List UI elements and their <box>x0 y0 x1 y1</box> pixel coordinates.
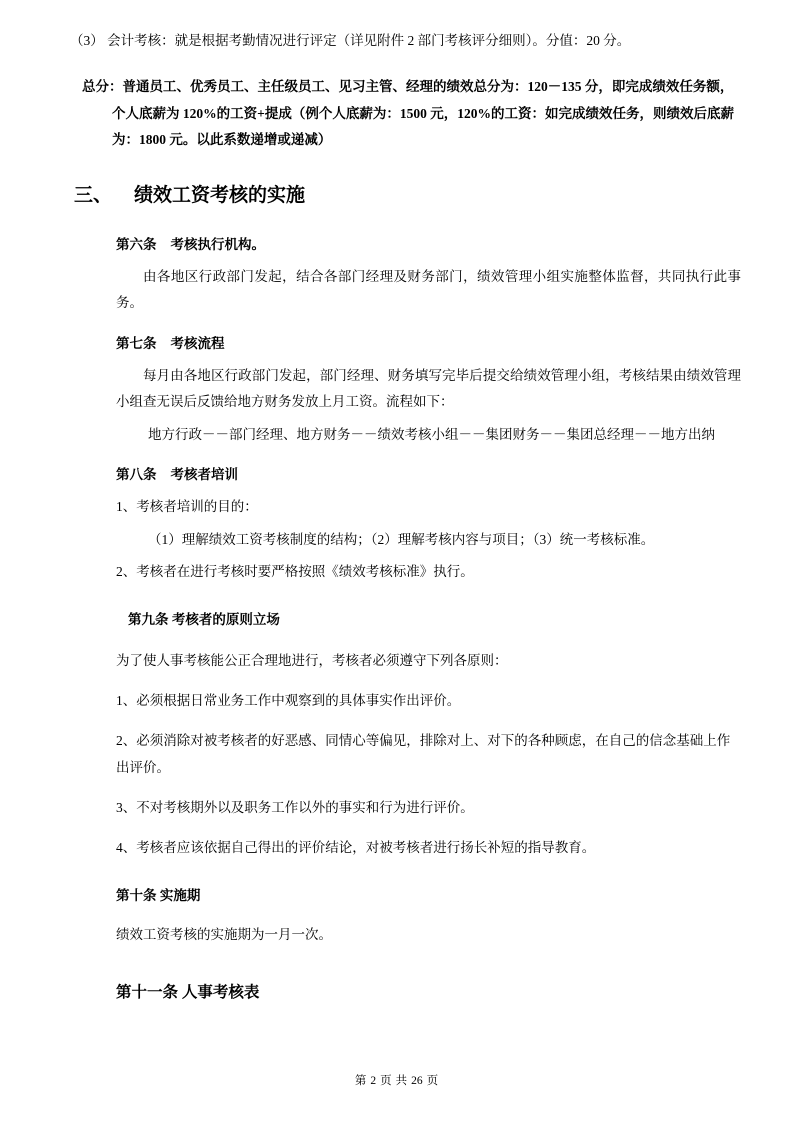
article-8-label: 第八条 <box>116 467 157 483</box>
article-7-label: 第七条 <box>116 335 157 351</box>
article-8-heading <box>52 462 741 488</box>
article-9-item-3: 3、不对考核期外以及职务工作以外的事实和行为进行评价。 <box>116 799 474 815</box>
article-11-heading: 第十一条 人事考核表 <box>116 984 260 1002</box>
article-7-body: 每月由各地区行政部门发起，部门经理、财务填写完毕后提交给绩效管理小组，考核结果由绩效管理小组查无误后反馈给地方财务发放上月工资。流程如下： <box>116 368 741 410</box>
article-10-body: 绩效工资考核的实施期为一月一次。 <box>116 926 332 942</box>
section-title: 绩效工资考核的实施 <box>134 185 306 207</box>
article-6-heading <box>52 232 741 258</box>
footer-total-label: 共 <box>395 1075 408 1087</box>
article-7-heading <box>52 331 741 357</box>
article-7-title: 考核流程 <box>170 335 225 351</box>
footer-total-unit: 页 <box>426 1075 439 1087</box>
footer-page-label: 第 <box>354 1075 367 1087</box>
paragraph-total-score <box>52 74 741 153</box>
article-6-label: 第六条 <box>116 236 157 252</box>
article-6-body: 由各地区行政部门发起，结合各部门经理及财务部门，绩效管理小组实施整体监督，共同执行此事务。 <box>116 269 741 311</box>
article-8-item-1: 1、考核者培训的目的： <box>116 499 258 515</box>
article-8-item-2: 2、考核者在进行考核时要严格按照《绩效考核标准》执行。 <box>116 563 474 579</box>
article-9-item-1: 1、必须根据日常业务工作中观察到的具体事实作出评价。 <box>116 692 461 708</box>
section-number: 三、 <box>74 185 113 207</box>
article-7-flow: 地方行政－－部门经理、地方财务－－绩效考核小组－－集团财务－－集团总经理－－地方出纳 <box>148 426 715 442</box>
total-text: 普通员工、优秀员工、主任级员工、见习主管、经理的绩效总分为：120－135 分，即完成绩效任务额，个人底薪为 120%的工资+提成（例个人底薪为：1500 元，120%的工资：如完成绩效任务，则绩效后底薪为：1800 元。以此系数递增或递减） <box>112 79 734 147</box>
article-9-item-4: 4、考核者应该依据自己得出的评价结论，对被考核者进行扬长补短的指导教育。 <box>116 840 596 856</box>
article-8-item-1-sub: （1）理解绩效工资考核制度的结构；（2）理解考核内容与项目；（3）统一考核标准。 <box>148 531 655 547</box>
article-6-title: 考核执行机构。 <box>170 236 265 252</box>
total-label: 总分： <box>82 79 123 95</box>
footer-page-number: 2 <box>370 1075 377 1087</box>
footer-total-number: 26 <box>411 1075 423 1087</box>
paragraph-item-3: （3） 会计考核：就是根据考勤情况进行评定（详见附件 2 部门考核评分细则）。分值：20 分。 <box>70 33 631 48</box>
section-heading <box>52 183 741 210</box>
article-9-item-2: 2、必须消除对被考核者的好恶感、同情心等偏见，排除对上、对下的各种顾虑，在自己的信念基础上作出评价。 <box>116 733 731 775</box>
article-9-heading: 第九条 考核者的原则立场 <box>128 612 280 628</box>
article-9-intro: 为了使人事考核能公正合理地进行，考核者必须遵守下列各原则： <box>116 652 508 668</box>
article-8-title: 考核者培训 <box>170 467 238 483</box>
page-footer <box>0 1072 793 1088</box>
footer-page-unit: 页 <box>380 1075 392 1087</box>
article-10-heading: 第十条 实施期 <box>116 888 201 904</box>
